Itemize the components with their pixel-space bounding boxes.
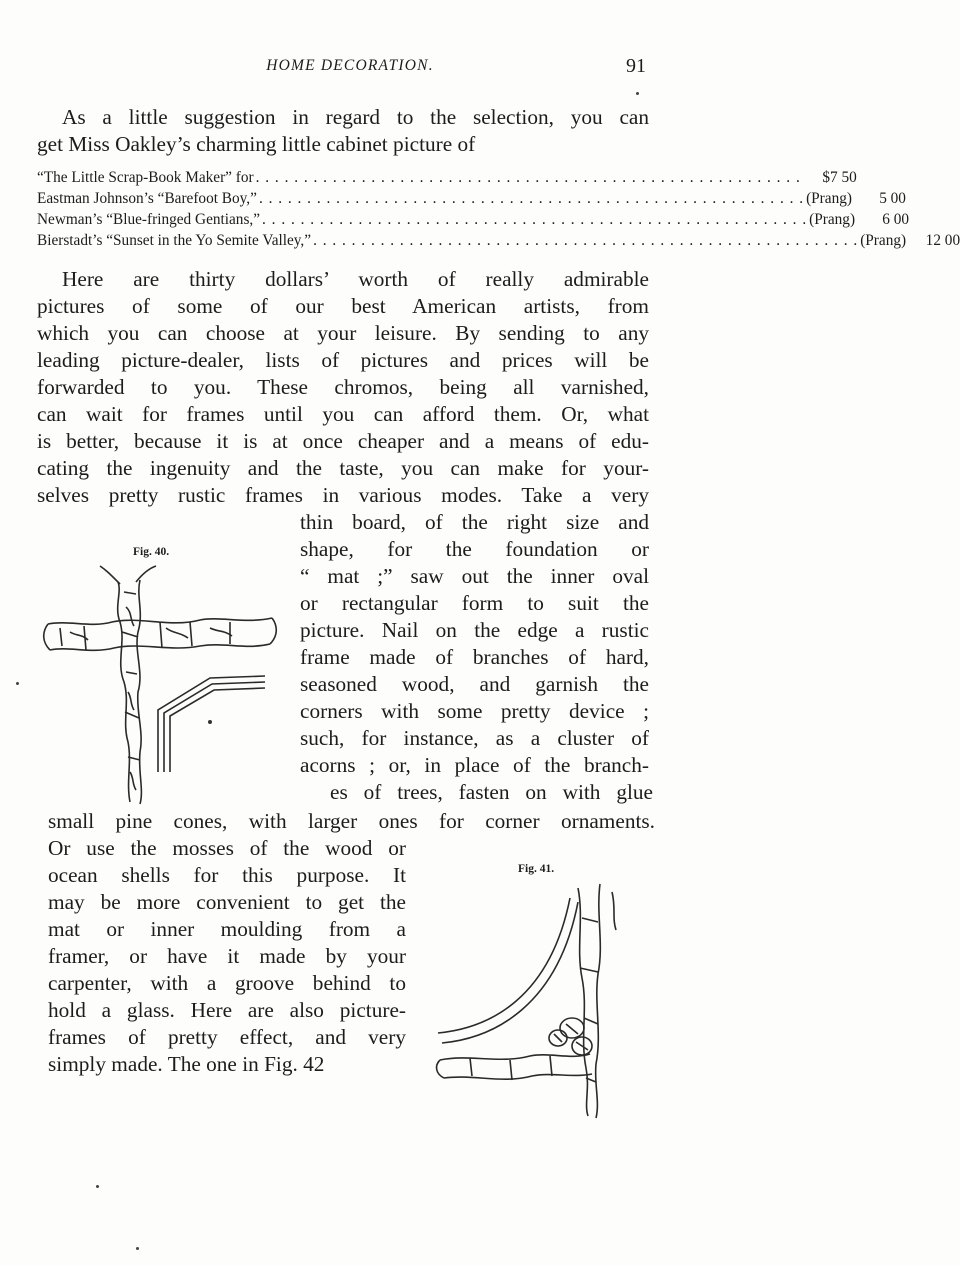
picture-title: Bierstadt’s “Sunset in the Yo Semite Valley,”	[37, 232, 312, 249]
text-line: may be more convenient to get the	[48, 890, 406, 914]
list-item	[37, 231, 960, 251]
text-line: seasoned wood, and garnish the	[300, 672, 649, 696]
ink-speck	[16, 682, 19, 685]
text-line: simply made. The one in Fig. 42	[48, 1052, 325, 1076]
price: 5 00	[879, 190, 906, 207]
text-line: get Miss Oakley’s charming little cabinet picture of	[37, 132, 476, 156]
figure-40-label: Fig. 40.	[133, 546, 170, 558]
figure-40-rustic-frame-illustration	[40, 562, 280, 812]
figure-41-rustic-frame-illustration	[430, 878, 635, 1123]
text-line: or rectangular form to suit the	[300, 591, 649, 615]
text-line: frames of pretty effect, and very	[48, 1025, 406, 1049]
publisher: (Prang)	[806, 190, 852, 207]
ink-speck	[636, 92, 639, 95]
text-line: Or use the mosses of the wood or	[48, 836, 406, 860]
text-line: Here are thirty dollars’ worth of really admirable	[62, 267, 649, 291]
running-header: HOME DECORATION.	[266, 57, 434, 74]
picture-title: “The Little Scrap-Book Maker” for	[37, 169, 254, 186]
text-line: hold a glass. Here are also picture-	[48, 998, 406, 1022]
picture-title: Eastman Johnson’s “Barefoot Boy,”	[37, 190, 257, 207]
price: 6 00	[882, 211, 910, 228]
publisher: (Prang)	[809, 211, 856, 228]
text-line: small pine cones, with larger ones for corner ornaments.	[48, 809, 655, 833]
text-line: mat or inner moulding from a	[48, 917, 406, 941]
publisher: (Prang)	[860, 232, 907, 249]
price: 12 00	[925, 232, 960, 249]
text-line: selves pretty rustic frames in various modes. Take a very	[37, 483, 649, 507]
text-line: picture. Nail on the edge a rustic	[300, 618, 649, 642]
ink-speck	[136, 1247, 139, 1250]
ink-speck	[96, 1185, 99, 1188]
list-item	[37, 189, 906, 209]
text-line: frame made of branches of hard,	[300, 645, 649, 669]
text-line: cating the ingenuity and the taste, you can make for your-	[37, 456, 649, 480]
text-line: carpenter, with a groove behind to	[48, 971, 406, 995]
text-line: such, for instance, as a cluster of	[300, 726, 649, 750]
text-line: forwarded to you. These chromos, being all varnished,	[37, 375, 649, 399]
figure-41-label: Fig. 41.	[518, 863, 555, 875]
text-line: corners with some pretty device ;	[300, 699, 649, 723]
list-item	[37, 210, 910, 230]
leader-dots: . . . . . . . . . . . . . . . . . . . . . . . . . . . . . . . . . . . . . . . . . . . . . . . . . . . . . . . . .	[313, 232, 859, 249]
text-line: thin board, of the right size and	[300, 510, 649, 534]
text-line: can wait for frames until you can afford them. Or, what	[37, 402, 649, 426]
text-line: is better, because it is at once cheaper and a means of edu-	[37, 429, 649, 453]
page-number: 91	[626, 55, 646, 77]
leader-dots: . . . . . . . . . . . . . . . . . . . . . . . . . . . . . . . . . . . . . . . . . . . . . . . . . . . . . . . . .	[255, 169, 801, 186]
text-line: As a little suggestion in regard to the selection, you can	[62, 105, 649, 129]
text-line: framer, or have it made by your	[48, 944, 406, 968]
text-line: acorns ; or, in place of the branch-	[300, 753, 649, 777]
text-line: leading picture-dealer, lists of pictures and prices will be	[37, 348, 649, 372]
leader-dots: . . . . . . . . . . . . . . . . . . . . . . . . . . . . . . . . . . . . . . . . . . . . . . . . . . . . . . . . .	[258, 190, 805, 207]
leader-dots: . . . . . . . . . . . . . . . . . . . . . . . . . . . . . . . . . . . . . . . . . . . . . . . . . . . . . . . . .	[262, 211, 808, 228]
picture-title: Newman’s “Blue-fringed Gentians,”	[37, 211, 261, 228]
text-line: shape, for the foundation or	[300, 537, 649, 561]
text-line: pictures of some of our best American artists, from	[37, 294, 649, 318]
text-line: ocean shells for this purpose. It	[48, 863, 406, 887]
list-item	[37, 168, 857, 188]
text-line: which you can choose at your leisure. By sending to any	[37, 321, 649, 345]
price: $7 50	[822, 169, 857, 186]
text-line: es of trees, fasten on with glue	[330, 780, 653, 804]
text-line: “ mat ;” saw out the inner oval	[300, 564, 649, 588]
